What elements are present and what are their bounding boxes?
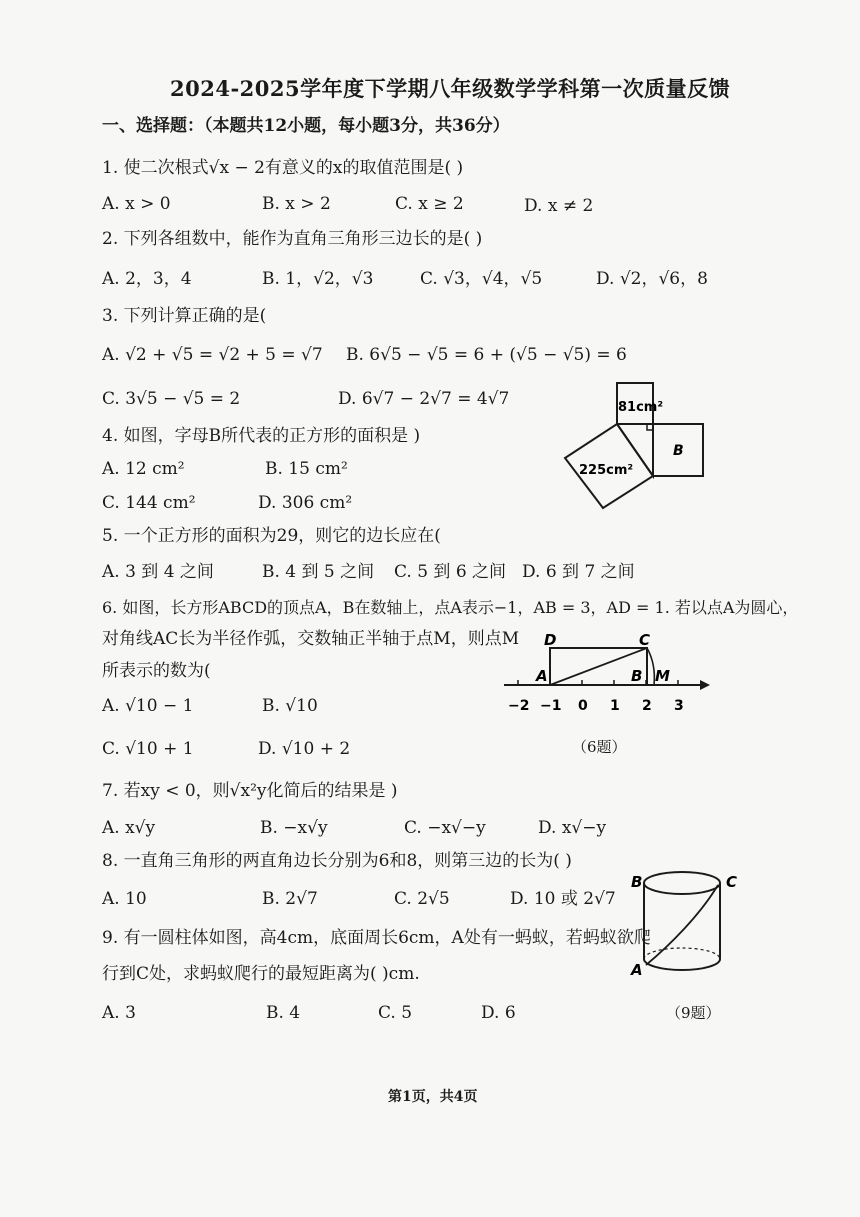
q8-option-c: C. 2√5 (394, 889, 450, 909)
label-b: B (673, 443, 684, 459)
tick-label-1: 1 (610, 698, 620, 714)
q4-stem: 4. 如图，字母B所代表的正方形的面积是 ) (102, 426, 421, 446)
tick-label-3: 3 (674, 698, 684, 714)
q2-option-b: B. 1，√2，√3 (262, 269, 374, 289)
tick-label-2: 2 (642, 698, 652, 714)
figure-q6-number-line (500, 630, 715, 720)
q9-option-c: C. 5 (378, 1003, 413, 1023)
q6-option-c: C. √10 + 1 (102, 739, 194, 759)
figure-q6-caption: （6题） (572, 738, 627, 756)
q4-option-a: A. 12 cm² (102, 459, 185, 479)
tick-label-neg1: −1 (540, 698, 562, 714)
q9-stem-line1: 9. 有一圆柱体如图，高4cm，底面周长6cm，A处有一蚂蚁，若蚂蚁欲爬 (102, 928, 651, 948)
q6-option-d: D. √10 + 2 (258, 739, 351, 759)
q7-stem: 7. 若xy < 0，则√x²y化简后的结果是 ) (102, 781, 398, 801)
q2-option-a: A. 2，3，4 (102, 269, 192, 289)
tick-label-neg2: −2 (508, 698, 530, 714)
q8-option-b: B. 2√7 (262, 889, 318, 909)
q5-stem: 5. 一个正方形的面积为29，则它的边长应在( (102, 526, 441, 546)
q3-option-b: B. 6√5 − √5 = 6 + (√5 − √5) = 6 (346, 345, 627, 365)
q3-option-c: C. 3√5 − √5 = 2 (102, 389, 241, 409)
q9-option-d: D. 6 (481, 1003, 516, 1023)
section-heading: 一、选择题：（本题共12小题，每小题3分，共36分） (102, 116, 510, 136)
label-81: 81cm² (618, 400, 664, 415)
q4-option-b: B. 15 cm² (265, 459, 348, 479)
q1-option-d: D. x ≠ 2 (524, 196, 594, 216)
cylinder-bottom-front (644, 959, 720, 970)
q5-option-c: C. 5 到 6 之间 (394, 562, 507, 582)
q3-option-d: D. 6√7 − 2√7 = 4√7 (338, 389, 510, 409)
q8-option-a: A. 10 (102, 889, 147, 909)
figure-q9-caption: （9题） (666, 1004, 721, 1022)
q1-stem: 1. 使二次根式√x − 2有意义的x的取值范围是( ) (102, 158, 464, 178)
label-c: C (726, 873, 738, 891)
label-225: 225cm² (579, 463, 634, 478)
q9-stem-line2: 行到C处，求蚂蚁爬行的最短距离为( )cm. (102, 964, 420, 984)
axis-arrow (700, 680, 710, 690)
label-b: B (631, 667, 643, 685)
label-a: A (631, 961, 643, 979)
q4-option-d: D. 306 cm² (258, 493, 353, 513)
q1-option-b: B. x > 2 (262, 194, 331, 214)
figure-q4-squares (555, 378, 715, 510)
label-b: B (631, 873, 643, 891)
q2-option-d: D. √2，√6，8 (596, 269, 708, 289)
q7-option-a: A. x√y (102, 818, 156, 838)
arc-cm (647, 648, 654, 685)
q9-option-a: A. 3 (102, 1003, 136, 1023)
q2-stem: 2. 下列各组数中，能作为直角三角形三边长的是( ) (102, 229, 483, 249)
q7-option-c: C. −x√−y (404, 818, 486, 838)
page-title: 2024-2025学年度下学期八年级数学学科第一次质量反馈 (170, 76, 731, 101)
q1-option-c: C. x ≥ 2 (395, 194, 464, 214)
q5-option-d: D. 6 到 7 之间 (522, 562, 635, 582)
page-footer: 第1页，共4页 (388, 1089, 478, 1105)
figure-q9-cylinder (630, 865, 742, 983)
q6-option-a: A. √10 − 1 (102, 696, 194, 716)
q3-option-a: A. √2 + √5 = √2 + 5 = √7 (102, 345, 323, 365)
q8-option-d: D. 10 或 2√7 (510, 889, 616, 909)
label-d: D (544, 631, 557, 649)
q6-option-b: B. √10 (262, 696, 318, 716)
label-m: M (655, 667, 670, 685)
q4-option-c: C. 144 cm² (102, 493, 196, 513)
q7-option-b: B. −x√y (260, 818, 328, 838)
cylinder-top (644, 872, 720, 894)
q3-stem: 3. 下列计算正确的是( (102, 306, 267, 326)
q1-option-a: A. x > 0 (102, 194, 171, 214)
label-c: C (639, 631, 651, 649)
q7-option-d: D. x√−y (538, 818, 607, 838)
q6-stem-line1: 6. 如图，长方形ABCD的顶点A，B在数轴上，点A表示−1，AB = 3，AD = 1. 若以点A为圆心， (102, 598, 799, 617)
q6-stem-line3: 所表示的数为( (102, 661, 211, 681)
q5-option-b: B. 4 到 5 之间 (262, 562, 375, 582)
q6-stem-line2: 对角线AC长为半径作弧，交数轴正半轴于点M，则点M (102, 629, 520, 649)
q9-option-b: B. 4 (266, 1003, 301, 1023)
q8-stem: 8. 一直角三角形的两直角边长分别为6和8，则第三边的长为( ) (102, 851, 572, 871)
label-a: A (536, 667, 548, 685)
ant-path (646, 885, 718, 965)
q2-option-c: C. √3，√4，√5 (420, 269, 543, 289)
tick-label-0: 0 (578, 698, 588, 714)
q5-option-a: A. 3 到 4 之间 (102, 562, 214, 582)
